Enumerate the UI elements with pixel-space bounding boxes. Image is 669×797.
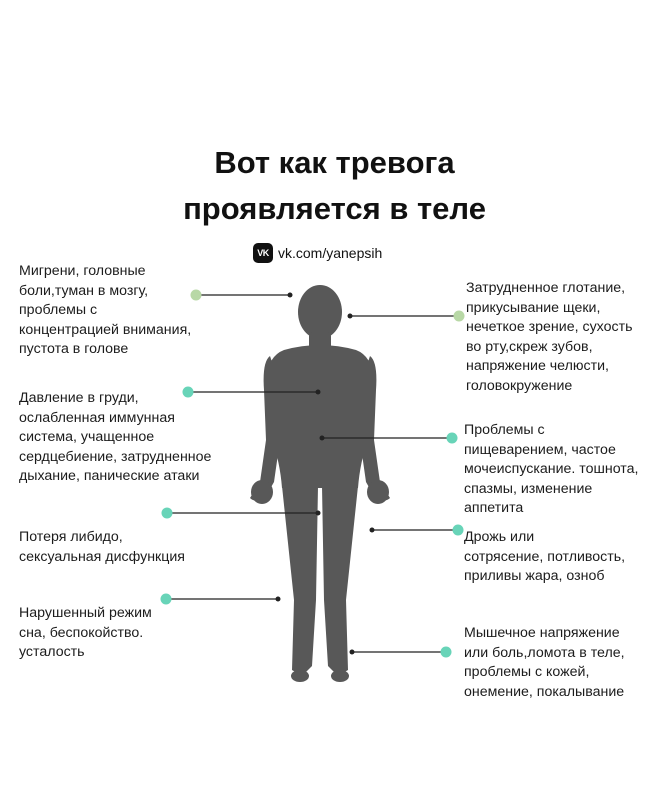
source-url[interactable]: vk.com/yanepsih [278, 245, 383, 261]
endpoint-chest [316, 390, 321, 395]
title-line-2: проявляется в теле [183, 191, 486, 226]
endpoint-shin [350, 650, 355, 655]
marker-dot-shin [441, 647, 452, 658]
symptom-text-libido: Потеря либидо, сексуальная дисфункция [19, 529, 185, 565]
marker-dot-jaw [454, 311, 465, 322]
symptom-text-jaw: Затрудненное глотание, прикусывание щеки, нечеткое зрение, сухость во рту,скреж зубов, напряжение челюсти, головокружение [466, 280, 633, 394]
marker-dot-head [191, 290, 202, 301]
symptom-text-chest: Давление в груди, ослабленная иммунная система, учащенное сердцебиение, затрудненное дыхание, панические атаки [19, 390, 212, 484]
symptom-text-digestion: Проблемы с пищеварением, частое мочеиспускание. тошнота, спазмы, изменение аппетита [464, 422, 639, 516]
title-line-1: Вот как тревога [214, 145, 455, 180]
symptom-text-muscle: Мышечное напряжение или боль,ломота в теле, проблемы с кожей, онемение, покалывание [464, 625, 625, 700]
endpoint-stomach [320, 436, 325, 441]
marker-dot-stomach [447, 433, 458, 444]
symptom-text-tremor: Дрожь или сотрясение, потливость, приливы жара, озноб [464, 529, 626, 584]
human-silhouette-icon [250, 285, 390, 682]
marker-dot-legs [161, 594, 172, 605]
marker-dot-hand [453, 525, 464, 536]
endpoint-head [288, 293, 293, 298]
marker-dot-pelvis [162, 508, 173, 519]
endpoint-pelvis [316, 511, 321, 516]
endpoint-jaw [348, 314, 353, 319]
symptom-text-head: Мигрени, головные боли,туман в мозгу, проблемы с концентрацией внимания, пустота в голове [19, 263, 192, 357]
vk-logo-icon: VK [253, 243, 273, 263]
symptom-text-sleep: Нарушенный режим сна, беспокойство. усталость [19, 605, 152, 660]
endpoint-hand [370, 528, 375, 533]
endpoint-legs [276, 597, 281, 602]
